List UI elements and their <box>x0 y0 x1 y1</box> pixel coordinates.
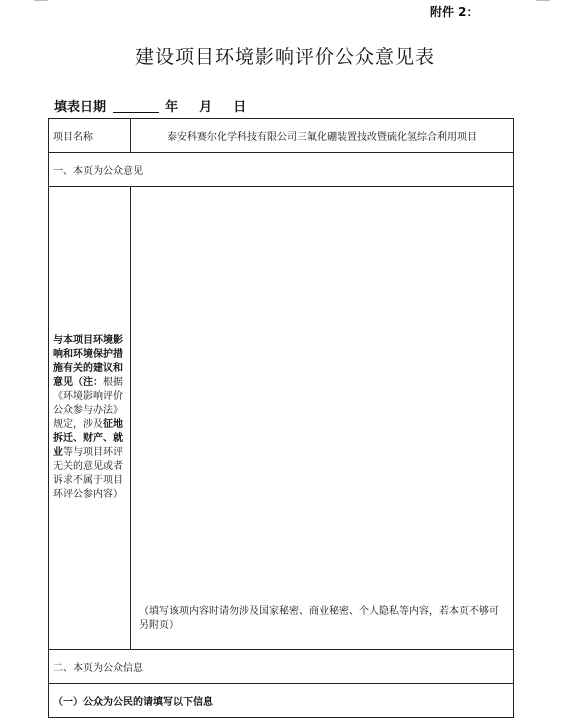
month-unit: 月 <box>199 100 213 115</box>
fill-date-line <box>54 96 246 115</box>
corner-crop-mark-left <box>34 0 48 5</box>
opinion-input-area[interactable] <box>131 187 514 650</box>
section-1-heading: 一、本页为公众意见 <box>49 153 514 187</box>
opinion-row <box>49 187 514 650</box>
project-label: 项目名称 <box>49 119 131 153</box>
opinion-label <box>49 187 131 650</box>
opinion-label-text: 根据《环境影响评价公众参与办法》规定，涉及 <box>53 377 123 430</box>
attachment-label: 附件 2： <box>430 5 479 19</box>
fill-date-label: 填表日期 <box>54 100 107 115</box>
opinion-label-bold-2: 征地拆迁、财产、就业 <box>53 419 123 458</box>
project-name: 泰安科赛尔化学科技有限公司三氟化硼装置技改暨硫化氢综合利用项目 <box>131 119 514 153</box>
document-title: 建设项目环境影响评价公众意见表 <box>134 46 435 68</box>
day-unit: 日 <box>233 100 247 115</box>
opinion-form-table <box>48 118 514 718</box>
subsection-row <box>49 684 514 718</box>
opinion-label-bold: 与本项目环境影响和环境保护措施有关的建议和意见（注： <box>53 335 123 388</box>
subsection-heading: （一）公众为公民的请填写以下信息 <box>49 684 514 718</box>
corner-crop-mark-right <box>536 0 550 5</box>
opinion-label-text-2: 等与项目环评无关的意见或者诉求不属于项目环评公参内容） <box>53 447 123 500</box>
year-unit: 年 <box>165 100 179 115</box>
year-blank[interactable] <box>113 100 159 113</box>
opinion-note: （填写该项内容时请勿涉及国家秘密、商业秘密、个人隐私等内容，若本页不够可另附页） <box>139 606 499 631</box>
section-2-row <box>49 650 514 684</box>
section-2-heading: 二、本页为公众信息 <box>49 650 514 684</box>
project-row <box>49 119 514 153</box>
section-1-row <box>49 153 514 187</box>
